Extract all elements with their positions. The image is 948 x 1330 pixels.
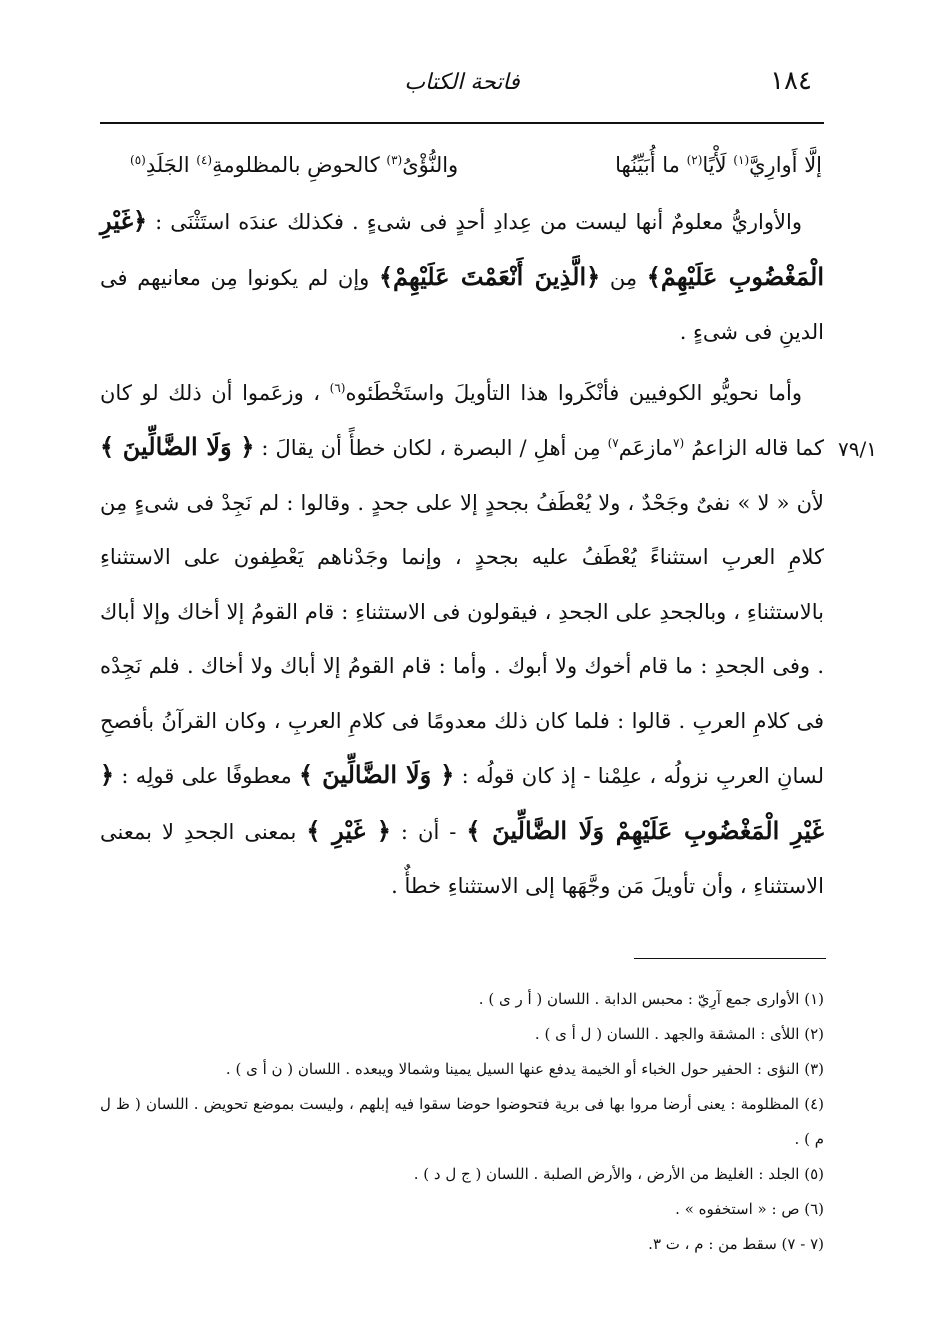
footnote-ref-1[interactable]: (١) (733, 153, 750, 167)
quran-quote: ﴿غَيْرِ الْمَغْضُوبِ عَلَيْهِمْ﴾ (100, 206, 824, 291)
footnote-ref-3[interactable]: (٣) (386, 153, 403, 167)
verse-text: إلَّا أَوارِيَّ (749, 153, 822, 177)
footnotes (100, 982, 824, 1262)
footnote-1: (١) الأوارى جمع آرِيّ : محبس الدابة . اللسان ( أ ر ى ) . (478, 990, 824, 1008)
verse-hemistich-second (130, 140, 458, 190)
quran-quote: ﴿ غَيْرِ ﴾ (306, 815, 391, 845)
body-text: مِن أهلِ / البصرة ، لكان خطأً أن يقالَ : (254, 436, 608, 460)
header-rule (100, 122, 824, 124)
footnote-separator (634, 958, 826, 959)
page-header (100, 58, 824, 110)
body-text: وإن لم يكونوا مِن معانيهم فى الدينِ فى شىءٍ . (100, 265, 824, 344)
verse-text: كالحوضِ بالمظلومةِ (212, 153, 387, 177)
body-text: والأواريُّ معلومٌ أنها ليست من عِدادِ أحدٍ فى شىءٍ . فكذلك عندَه استَثْنَى : (147, 210, 802, 234)
quran-quote: ﴿الَّذِينَ أَنْعَمْتَ عَلَيْهِمْ﴾ (378, 261, 601, 291)
body-text: معطوفًا على قولِه : (114, 764, 300, 788)
footnote-ref-6[interactable]: (٦) (329, 380, 346, 395)
verse-text: الجَلَدِ (145, 153, 197, 177)
verse-hemistich-first (615, 140, 822, 190)
running-title: فاتحة الكتاب (404, 70, 520, 95)
footnote-ref-7-close[interactable]: ٧) (607, 436, 619, 450)
verse-text: لَأْيًا (702, 153, 734, 177)
body-text: لأن « لا » نفىٌ وجَحْدٌ ، ولا يُعْطَفُ بجحدٍ إلا على جحدٍ . وقالوا : لم نَجِدْ فى شىءٍ مِن كلامِ العربِ استثناءً يُعْطَفُ عليه بجحدٍ ، وإنما وجَدْناهم يَعْطِفون على الاستثناءِ بالاستثناءِ ، وبالجحدِ على الجحدِ ، فيقولون فى الاستثناءِ : قام القومُ إلا أخاك وإلا أباك . وفى الجحدِ : ما قام أخوك ولا أبوك . وأما : قام القومُ إلا أباك ولا أخاك . فلم نَجِدْه فى كلامِ العربِ . قالوا : فلما كان ذلك معدومًا فى كلامِ العربِ ، وكان القرآنُ بأفصحِ لسانِ العربِ نزولُه ، علِمْنا - إذ كان قولُه : (100, 490, 824, 788)
footnote-7: (٧ - ٧) سقط من : م ، ت ٣. (648, 1235, 824, 1253)
body-text: بمعنى الجحدِ لا بمعنى الاستثناءِ ، وأن تأويلَ مَن وجَّهَها إلى الاستثناءِ خطأٌ . (100, 819, 824, 898)
footnote-6: (٦) ص : « استخفوه » . (675, 1200, 824, 1218)
quran-quote: ﴿ وَلَا الضَّالِّينَ ﴾ (299, 760, 455, 789)
paragraph-2 (100, 366, 824, 914)
verse-text: ما أُبَيِّنُها (615, 153, 687, 177)
footnote-ref-5[interactable]: (٥) (130, 153, 146, 167)
footnote-ref-2[interactable]: (٢) (686, 153, 703, 167)
paragraph-1 (100, 194, 824, 360)
body-text: مازعَم (618, 436, 674, 460)
margin-reference: ٧٩/١ (838, 437, 877, 461)
footnote-2: (٢) اللأى : المشقة والجهد . اللسان ( ل أ ى ) . (534, 1025, 824, 1043)
footnote-ref-7-open[interactable]: (٧ (673, 436, 685, 450)
page-number: ١٨٤ (770, 66, 812, 96)
footnote-5: (٥) الجلد : الغليظ من الأرض ، والأرض الصلبة . اللسان ( ج ل د ) . (413, 1165, 824, 1183)
body-text: وأما نحويُّو الكوفيين فأنْكَروا هذا التأويلَ واستَخْطَئوه (345, 380, 802, 405)
poetry-verse (100, 140, 824, 190)
footnote-4: (٤) المظلومة : يعنى أرضا مروا بها فى برية فتحوضوا حوضا سقوا فيه إبلهم ، وليست بموضع تحويض . اللسان ( ظ ل م ) . (100, 1095, 824, 1148)
body-text: مِن (600, 265, 647, 290)
body-text: - أن : (390, 819, 467, 844)
quran-quote: ﴿ وَلَا الضَّالِّينَ ﴾ (100, 432, 255, 461)
verse-text: والنُّؤْىُ (402, 153, 459, 177)
body-text: ، وزعَموا أن ذلك لو كان كما قاله الزاعمُ (100, 380, 824, 460)
footnote-3: (٣) النؤى : الحفير حول الخباء أو الخيمة يدفع عنها السيل يمينا وشمالا ويبعده . اللسان ( ن أ ى ) . (225, 1060, 824, 1078)
main-text (100, 140, 824, 914)
footnote-ref-4[interactable]: (٤) (196, 153, 213, 167)
quran-quote: ﴿ غَيْرِ الْمَغْضُوبِ عَلَيْهِمْ وَلَا الضَّالِّينَ ﴾ (100, 760, 824, 845)
